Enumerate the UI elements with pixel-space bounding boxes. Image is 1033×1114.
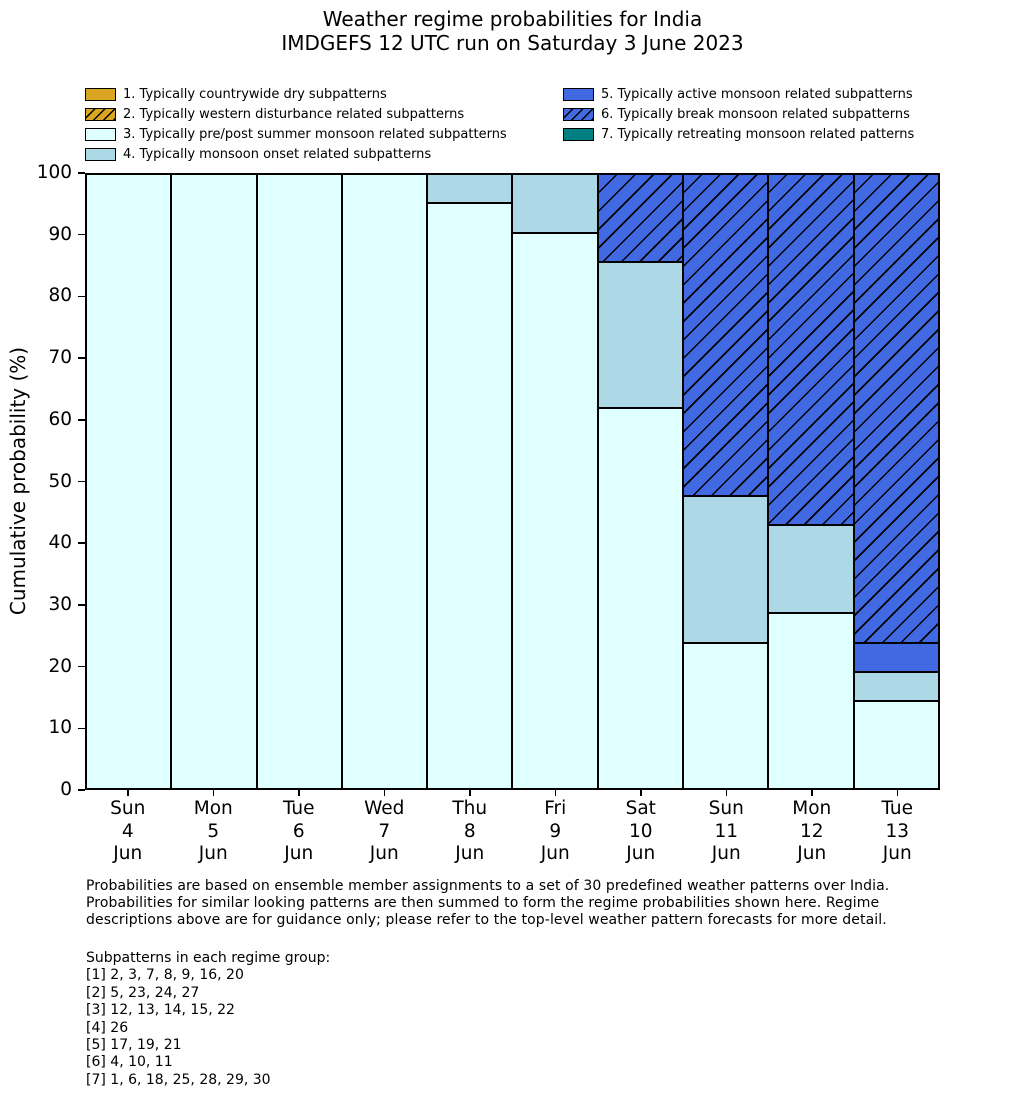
footnote-line: Probabilities are based on ensemble member assignments to a set of 30 predefined weather patterns over India. [86, 878, 890, 894]
x-tick-month: Jun [540, 843, 570, 864]
y-tick-label: 60 [48, 408, 72, 430]
legend-item-regime-1 [85, 88, 507, 102]
x-tick-date: 7 [378, 820, 391, 842]
x-tick-mark [726, 790, 728, 796]
y-tick-mark [78, 604, 85, 606]
legend-item-regime-2 [85, 108, 507, 122]
footnote [86, 878, 889, 929]
x-tick-day: Mon [792, 798, 832, 819]
bar-fri-9-jun [512, 174, 597, 789]
y-tick-mark [78, 357, 85, 359]
x-tick-date: 12 [799, 820, 824, 842]
y-tick-label: 50 [48, 470, 72, 492]
legend-swatch-regime-3 [85, 128, 116, 141]
y-tick-mark [78, 542, 85, 544]
bar-sun-4-jun [86, 174, 171, 789]
x-tick-month: Jun [284, 843, 314, 864]
legend-column-left [85, 88, 507, 167]
y-tick-mark [78, 234, 85, 236]
x-tick-mark [640, 790, 642, 796]
legend-swatch-regime-7 [563, 128, 594, 141]
x-tick-label [598, 798, 684, 866]
subpatterns-group: [5] 17, 19, 21 [86, 1037, 182, 1054]
y-tick-label: 20 [48, 655, 72, 677]
subpatterns-group: [2] 5, 23, 24, 27 [86, 984, 200, 1001]
x-tick-date: 6 [292, 820, 305, 842]
legend-item-regime-7 [563, 128, 914, 142]
y-axis [0, 162, 85, 800]
x-tick-day: Sun [708, 798, 744, 819]
bar-wed-7-jun [342, 174, 427, 789]
y-tick-mark [78, 419, 85, 421]
x-tick-month: Jun [797, 843, 827, 864]
bar-segment-regime-4 [598, 262, 683, 408]
x-tick-day: Mon [193, 798, 233, 819]
x-tick-mark [469, 790, 471, 796]
legend-swatch-regime-1 [85, 88, 116, 101]
x-tick-day: Sun [110, 798, 146, 819]
legend-swatch-regime-4 [85, 148, 116, 161]
x-tick-date: 11 [714, 820, 739, 842]
legend-item-regime-5 [563, 88, 914, 102]
bar-segment-regime-3 [854, 701, 939, 789]
footnote-line: Probabilities for similar looking patterns are then summed to form the regime probabilities shown here. Regime [86, 895, 880, 911]
x-tick-date: 13 [885, 820, 910, 842]
legend-item-label: 4. Typically monsoon onset related subpatterns [123, 146, 432, 162]
y-tick-label: 100 [36, 162, 72, 183]
y-tick-mark [78, 172, 85, 174]
plot-area [85, 173, 940, 790]
bar-segment-regime-3 [342, 174, 427, 789]
legend-item-regime-4 [85, 147, 507, 161]
subpatterns-list [86, 950, 330, 1089]
x-tick-month: Jun [882, 843, 912, 864]
bar-segment-regime-4 [768, 525, 853, 613]
x-tick-month: Jun [711, 843, 741, 864]
subpatterns-group: [1] 2, 3, 7, 8, 9, 16, 20 [86, 967, 244, 984]
bar-tue-13-jun [854, 174, 939, 789]
bar-segment-regime-3 [257, 174, 342, 789]
x-tick-label [769, 798, 855, 866]
bar-mon-5-jun [171, 174, 256, 789]
x-tick-date: 5 [207, 820, 220, 842]
x-tick-mark [897, 790, 899, 796]
x-tick-label [85, 798, 171, 866]
bar-segment-regime-4 [854, 672, 939, 701]
chart-title [85, 7, 940, 55]
bar-segment-regime-3 [512, 233, 597, 789]
bar-tue-6-jun [257, 174, 342, 789]
x-tick-month: Jun [113, 843, 143, 864]
x-tick-mark [298, 790, 300, 796]
chart-title-line1: Weather regime probabilities for India [322, 7, 703, 31]
x-tick-label [171, 798, 257, 866]
x-axis [85, 790, 940, 880]
bar-segment-regime-6 [598, 174, 683, 262]
legend-swatch-regime-2 [85, 108, 116, 121]
x-tick-label [427, 798, 513, 866]
x-tick-label [684, 798, 770, 866]
y-tick-label: 80 [48, 285, 72, 307]
x-tick-label [256, 798, 342, 866]
x-tick-date: 4 [121, 820, 134, 842]
bar-segment-regime-4 [512, 174, 597, 233]
bar-mon-12-jun [768, 174, 853, 789]
bar-segment-regime-6 [683, 174, 768, 496]
y-tick-label: 0 [60, 779, 72, 800]
legend-swatch-regime-6 [563, 108, 594, 121]
bar-segment-regime-3 [86, 174, 171, 789]
bar-segment-regime-5 [854, 643, 939, 672]
legend-column-right [563, 88, 914, 147]
bar-segment-regime-4 [427, 174, 512, 203]
bar-segment-regime-6 [768, 174, 853, 525]
x-tick-day: Tue [881, 798, 914, 819]
x-tick-mark [811, 790, 813, 796]
legend-item-regime-6 [563, 108, 914, 122]
x-tick-day: Wed [364, 798, 405, 819]
y-tick-mark [78, 296, 85, 298]
chart-title-line2: IMDGEFS 12 UTC run on Saturday 3 June 2023 [281, 31, 744, 55]
legend-item-label: 1. Typically countrywide dry subpatterns [123, 87, 387, 103]
subpatterns-heading: Subpatterns in each regime group: [86, 950, 331, 966]
subpatterns-group: [7] 1, 6, 18, 25, 28, 29, 30 [86, 1071, 271, 1088]
x-tick-month: Jun [455, 843, 485, 864]
y-tick-label: 70 [48, 347, 72, 369]
legend-item-label: 7. Typically retreating monsoon related patterns [601, 126, 915, 142]
subpatterns-group: [4] 26 [86, 1019, 129, 1036]
x-tick-date: 8 [463, 820, 476, 842]
legend-item-label: 2. Typically western disturbance related subpatterns [123, 107, 465, 123]
bar-segment-regime-3 [683, 643, 768, 789]
x-tick-date: 9 [549, 820, 562, 842]
legend-item-label: 3. Typically pre/post summer monsoon related subpatterns [123, 126, 507, 142]
y-tick-mark [78, 666, 85, 668]
y-tick-mark [78, 789, 85, 791]
y-tick-mark [78, 728, 85, 730]
subpatterns-group: [3] 12, 13, 14, 15, 22 [86, 1002, 235, 1019]
legend-item-label: 5. Typically active monsoon related subpatterns [601, 87, 913, 103]
bar-thu-8-jun [427, 174, 512, 789]
bar-segment-regime-4 [683, 496, 768, 642]
x-tick-date: 10 [628, 820, 653, 842]
x-tick-mark [384, 790, 386, 796]
y-tick-mark [78, 481, 85, 483]
bar-segment-regime-3 [768, 613, 853, 789]
x-tick-month: Jun [369, 843, 399, 864]
y-tick-label: 40 [48, 532, 72, 554]
x-tick-day: Fri [544, 798, 567, 819]
x-tick-day: Tue [282, 798, 315, 819]
x-tick-label [513, 798, 599, 866]
x-tick-day: Thu [452, 798, 488, 819]
x-tick-label [855, 798, 941, 866]
y-axis-label: Cumulative probability (%) [6, 346, 30, 616]
y-tick-label: 30 [48, 593, 72, 615]
bar-sat-10-jun [598, 174, 683, 789]
bar-segment-regime-3 [598, 408, 683, 789]
legend-item-regime-3 [85, 128, 507, 142]
x-tick-mark [127, 790, 129, 796]
legend-swatch-regime-5 [563, 88, 594, 101]
footnote-line: descriptions above are for guidance only; please refer to the top-level weather pattern forecasts for more detail. [86, 912, 887, 928]
bar-sun-11-jun [683, 174, 768, 789]
x-tick-day: Sat [625, 798, 656, 819]
x-tick-mark [555, 790, 557, 796]
x-tick-label [342, 798, 428, 866]
subpatterns-group: [6] 4, 10, 11 [86, 1054, 173, 1071]
x-tick-mark [213, 790, 215, 796]
bar-segment-regime-3 [171, 174, 256, 789]
bar-segment-regime-6 [854, 174, 939, 643]
x-tick-month: Jun [198, 843, 228, 864]
legend-item-label: 6. Typically break monsoon related subpatterns [601, 107, 910, 123]
y-tick-label: 90 [48, 223, 72, 245]
y-tick-label: 10 [48, 717, 72, 739]
x-tick-month: Jun [626, 843, 656, 864]
bar-segment-regime-3 [427, 203, 512, 789]
